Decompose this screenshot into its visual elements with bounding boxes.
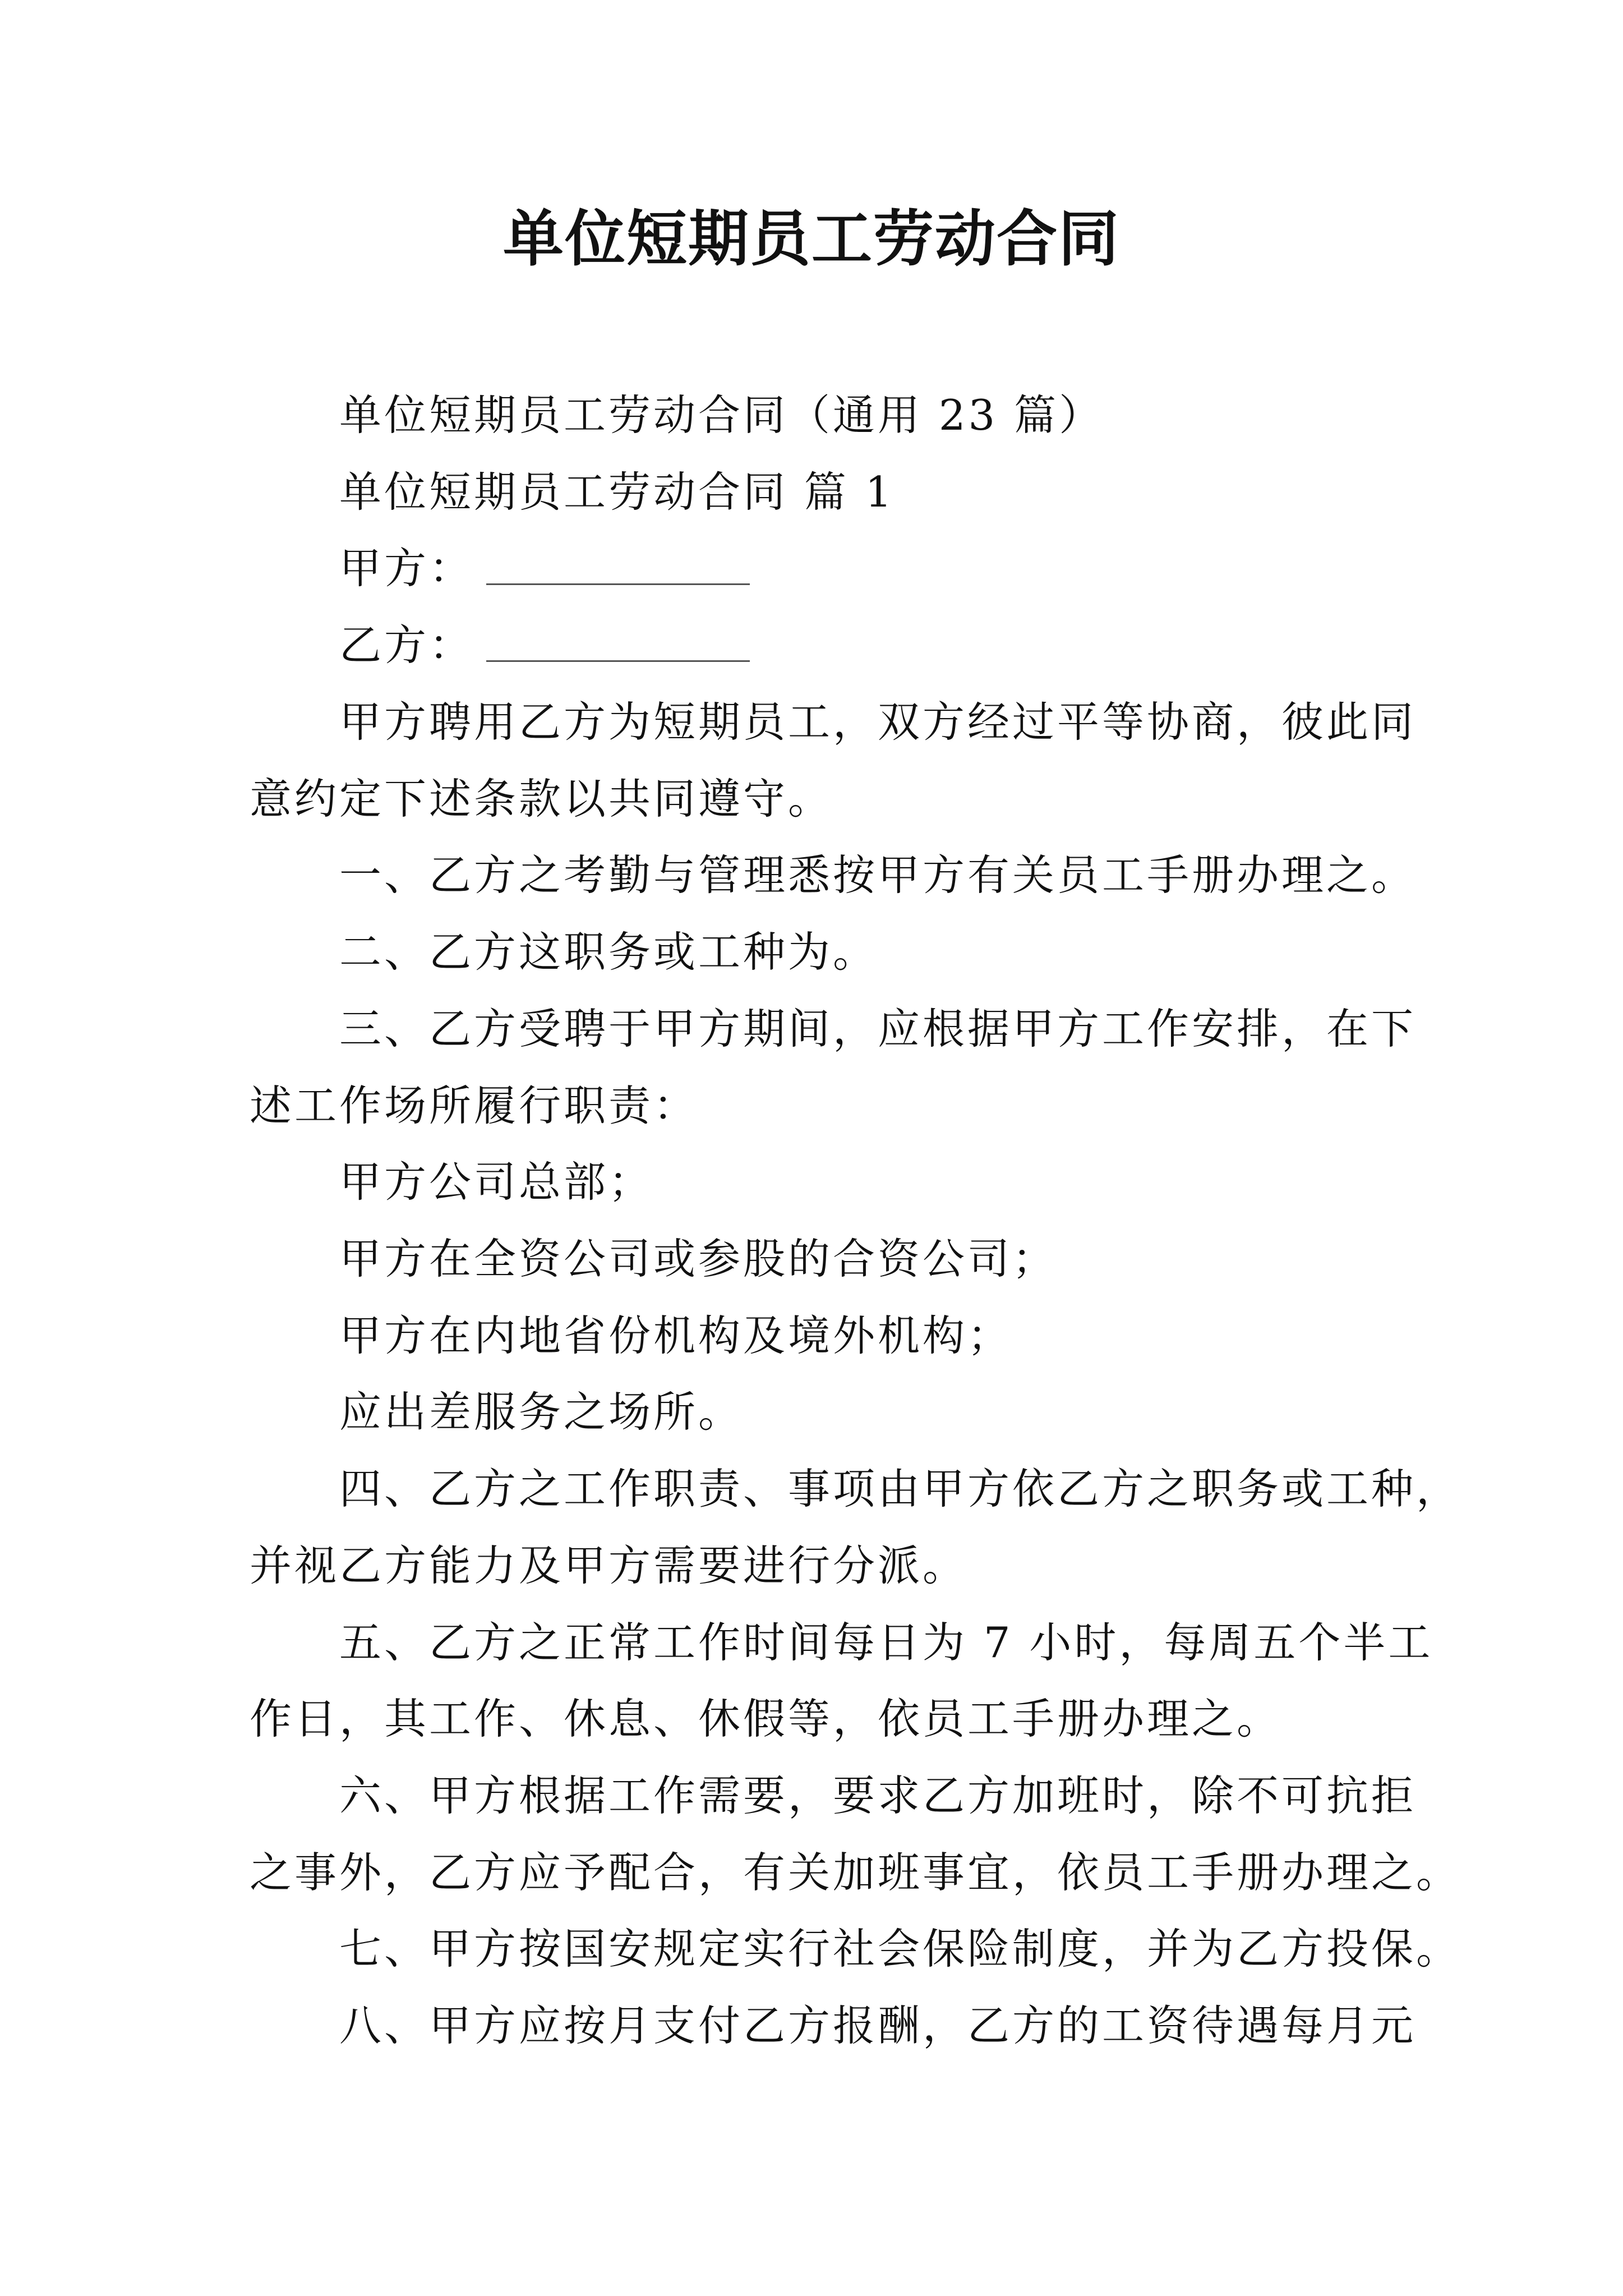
clause-line: 作日，其工作、休息、休假等，依员工手册办理之。 [250,1694,1282,1743]
clause-line: 三、乙方受聘于甲方期间，应根据甲方工作安排，在下 [339,1004,1417,1053]
clause-line: 六、甲方根据工作需要，要求乙方加班时，除不可抗拒 [339,1771,1417,1820]
party-a-label: 甲方： [339,544,474,593]
document-title: 单位短期员工劳动合同 [502,204,1120,274]
subtitle-line: 单位短期员工劳动合同（通用 23 篇） [339,390,1104,440]
party-b-label: 乙方： [339,620,474,670]
clause-line: 五、乙方之正常工作时间每日为 7 小时，每周五个半工 [339,1618,1433,1667]
clause-line: 述工作场所履行职责： [250,1081,699,1130]
section-heading: 单位短期员工劳动合同 篇 1 [339,467,895,517]
paragraph-line: 甲方聘用乙方为短期员工，双方经过平等协商，彼此同 [339,697,1417,747]
clause-line: 四、乙方之工作职责、事项由甲方依乙方之职务或工种， [339,1464,1461,1513]
party-a-blank [486,581,750,585]
list-item: 甲方公司总部； [339,1157,654,1207]
clause-line: 并视乙方能力及甲方需要进行分派。 [250,1541,968,1590]
clause-line: 二、乙方这职务或工种为。 [339,927,878,977]
party-a-line [339,535,750,602]
clause-line: 七、甲方按国安规定实行社会保险制度，并为乙方投保。 [339,1924,1461,1973]
list-item: 应出差服务之场所。 [339,1387,744,1437]
list-item: 甲方在全资公司或参股的合资公司； [339,1234,1058,1283]
party-b-line [339,611,750,679]
list-item: 甲方在内地省份机构及境外机构； [339,1311,1013,1360]
paragraph-line: 意约定下述条款以共同遵守。 [250,774,833,823]
clause-line: 之事外，乙方应予配合，有关加班事宜，依员工手册办理之。 [250,1848,1461,1897]
party-b-blank [486,658,750,662]
clause-line: 一、乙方之考勤与管理悉按甲方有关员工手册办理之。 [339,850,1417,900]
clause-line: 八、甲方应按月支付乙方报酬，乙方的工资待遇每月元 [339,2001,1417,2050]
